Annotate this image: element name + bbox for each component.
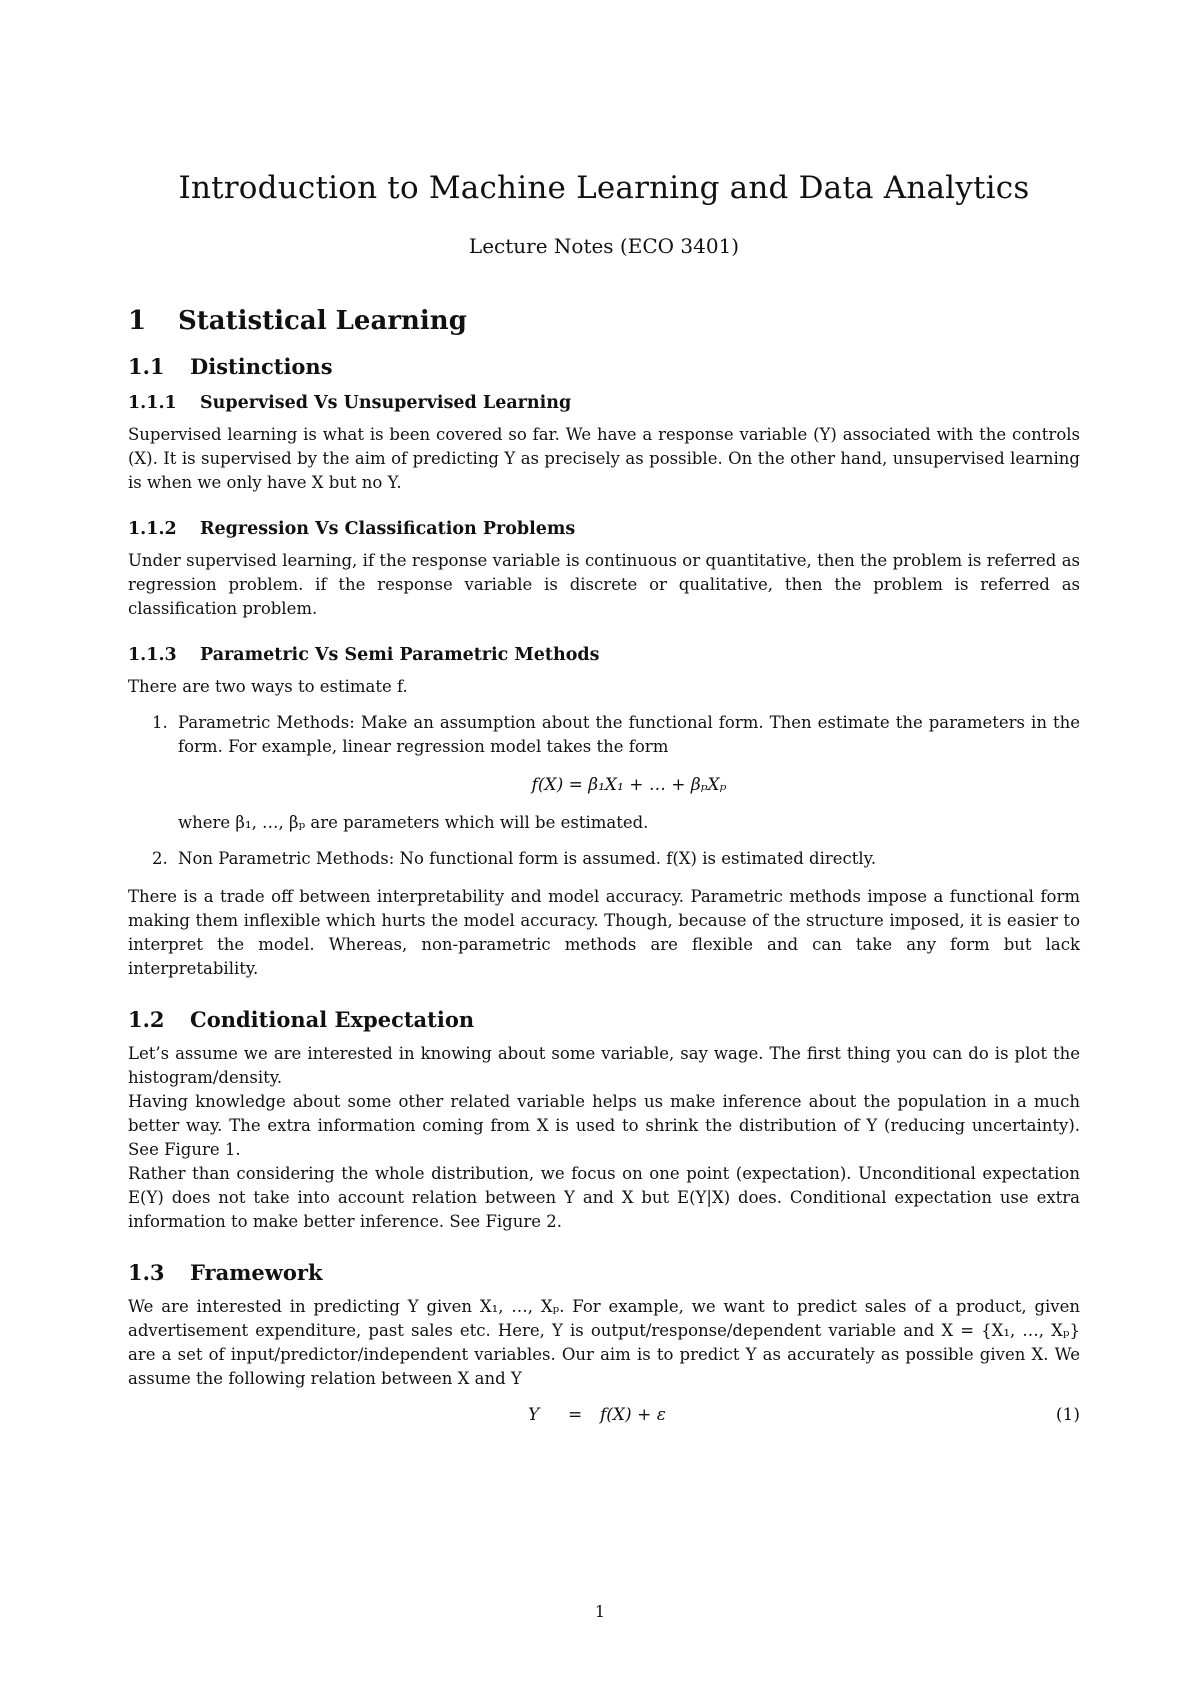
list-item-text: Parametric Methods: Make an assumption about the functional form. Then estimate the parameters in the form. For example, linear regression model takes the form (178, 713, 1080, 756)
tradeoff-paragraph: There is a trade off between interpretability and model accuracy. Parametric methods impose a functional form making them inflexible which hurts the model accuracy. Though, because of the structure imposed, it is easier to interpret the model. Whereas, non-parametric methods are flexible and can take any form but lack interpretability. (128, 887, 1080, 978)
page-number: 1 (594, 1602, 606, 1621)
section-title: Conditional Expectation (190, 1007, 475, 1032)
section-1-1-heading (128, 354, 1080, 379)
section-title: Statistical Learning (178, 306, 467, 336)
list-item-text: Non Parametric Methods: No functional form is assumed. f(X) is estimated directly. (178, 849, 877, 868)
section-1-heading (128, 306, 1080, 336)
section-number: 1.1.1 (128, 393, 177, 413)
equation-equals: = (568, 1405, 583, 1425)
section-title: Framework (190, 1260, 323, 1285)
section-number: 1.2 (128, 1007, 165, 1032)
conditional-paragraph-1: Let’s assume we are interested in knowing about some variable, say wage. The first thing you can do is plot the histogram/density. (128, 1044, 1080, 1087)
supervised-paragraph: Supervised learning is what is been covered so far. We have a response variable (Y) associated with the controls (X). It is supervised by the aim of predicting Y as precisely as possible. On the other hand, unsupervised learning is when we only have X but no Y. (128, 425, 1080, 492)
list-item (128, 711, 1080, 835)
section-1-1-3-heading (128, 645, 1080, 665)
section-title: Supervised Vs Unsupervised Learning (200, 393, 572, 413)
document-title: Introduction to Machine Learning and Data Analytics (178, 170, 1030, 206)
section-1-1-2-heading (128, 519, 1080, 539)
section-1-1-1-heading (128, 393, 1080, 413)
section-title: Parametric Vs Semi Parametric Methods (200, 645, 600, 665)
regression-paragraph: Under supervised learning, if the response variable is continuous or quantitative, then the problem is referred as regression problem. if the response variable is discrete or qualitative, then the problem is referred as classification problem. (128, 551, 1080, 618)
equation-rhs: f(X) + ε (600, 1405, 666, 1425)
framework-paragraph: We are interested in predicting Y given X₁, …, Xₚ. For example, we want to predict sales of a product, given advertisement expenditure, past sales etc. Here, Y is output/response/dependent variable and X = {X₁, …, Xₚ} are a set of input/predictor/independent variables. Our aim is to predict Y as accurately as possible given X. We assume the following relation between X and Y (128, 1297, 1080, 1388)
document-subtitle: Lecture Notes (ECO 3401) (468, 234, 740, 258)
section-1-2-heading (128, 1007, 1080, 1032)
section-number: 1.1.2 (128, 519, 177, 539)
section-title: Regression Vs Classification Problems (200, 519, 576, 539)
section-number: 1 (128, 306, 147, 336)
equation-1 (128, 1405, 1080, 1431)
parameters-note: where β₁, …, βₚ are parameters which will be estimated. (178, 813, 649, 832)
methods-list (128, 711, 1080, 871)
conditional-paragraph-3: Rather than considering the whole distribution, we focus on one point (expectation). Unconditional expectation E(Y) does not take into account relation between Y and X but E(Y|X) does. Conditional expectation use extra information to make better inference. See Figure 2. (128, 1164, 1080, 1231)
conditional-paragraph-2: Having knowledge about some other related variable helps us make inference about the population in a much better way. The extra information coming from X is used to shrink the distribution of Y (reducing uncertainty). See Figure 1. (128, 1092, 1080, 1159)
section-title: Distinctions (190, 354, 333, 379)
page-content (128, 170, 1080, 1431)
estimate-intro: There are two ways to estimate f. (128, 677, 408, 696)
section-number: 1.1.3 (128, 645, 177, 665)
section-1-3-heading (128, 1260, 1080, 1285)
list-item (128, 847, 1080, 871)
list-marker: 1. (152, 713, 168, 732)
list-marker: 2. (152, 849, 168, 868)
equation-number: (1) (1055, 1405, 1080, 1425)
equation-lhs: Y (528, 1405, 540, 1425)
section-number: 1.1 (128, 354, 165, 379)
linear-model-equation: f(X) = β₁X₁ + … + βₚXₚ (531, 775, 727, 795)
section-number: 1.3 (128, 1260, 165, 1285)
